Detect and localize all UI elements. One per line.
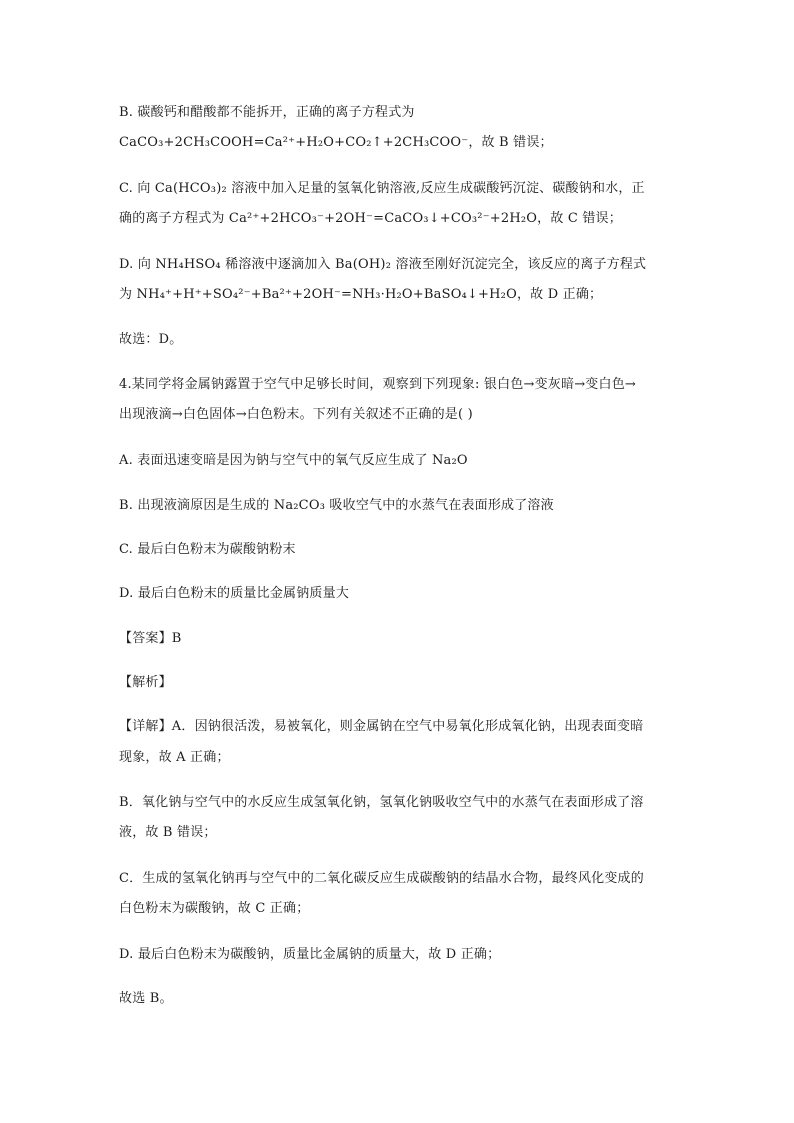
- option-c-equation: 确的离子方程式为 Ca²⁺+2HCO₃⁻+2OH⁻=CaCO₃↓+CO₃²⁻+2H₂O，故 C 错误；: [119, 211, 622, 226]
- question-4-option-c: C. 最后白色粉末为碳酸钠粉末: [119, 542, 296, 557]
- answer-label: 【答案】B: [119, 631, 182, 646]
- detail-d-line: D. 最后白色粉末为碳酸钠，质量比金属钠的质量大，故 D 正确；: [119, 947, 501, 962]
- final-answer: 故选 B。: [119, 991, 173, 1006]
- option-b-equation: CaCO₃+2CH₃COOH=Ca²⁺+H₂O+CO₂↑+2CH₃COO⁻，故 B 错误；: [119, 135, 553, 150]
- analysis-label: 【解析】: [119, 675, 172, 690]
- question-4-option-d: D. 最后白色粉末的质量比金属钠质量大: [119, 586, 350, 601]
- detail-a-line-1: 【详解】A．因钠很活泼，易被氧化，则金属钠在空气中易氧化形成氧化钠，出现表面变暗: [119, 719, 644, 734]
- option-c-explanation: C. 向 Ca(HCO₃)₂ 溶液中加入足量的氢氧化钠溶液,反应生成碳酸钙沉淀、碳酸钠和水，正: [119, 181, 645, 196]
- question-4-option-a: A. 表面迅速变暗是因为钠与空气中的氧气反应生成了 Na₂O: [119, 453, 468, 468]
- question-4-stem-line-1: 4.某同学将金属钠露置于空气中足够长时间，观察到下列现象: 银白色→变灰暗→变白色→: [119, 377, 636, 392]
- question-4-stem-line-2: 出现液滴→白色固体→白色粉末。下列有关叙述不正确的是( ): [119, 407, 473, 422]
- question-4-option-b: B. 出现液滴原因是生成的 Na₂CO₃ 吸收空气中的水蒸气在表面形成了溶液: [119, 498, 554, 513]
- detail-b-line-1: B．氧化钠与空气中的水反应生成氢氧化钠，氢氧化钠吸收空气中的水蒸气在表面形成了溶: [119, 795, 644, 810]
- detail-c-line-1: C．生成的氢氧化钠再与空气中的二氧化碳反应生成碳酸钠的结晶水合物，最终风化变成的: [119, 871, 644, 886]
- option-d-explanation: D. 向 NH₄HSO₄ 稀溶液中逐滴加入 Ba(OH)₂ 溶液至刚好沉淀完全，该反应的离子方程式: [119, 257, 647, 272]
- detail-b-line-2: 液，故 B 错误；: [119, 825, 217, 840]
- detail-a-line-2: 现象，故 A 正确；: [119, 750, 230, 765]
- option-d-equation: 为 NH₄⁺+H⁺+SO₄²⁻+Ba²⁺+2OH⁻=NH₃·H₂O+BaSO₄↓+H₂O，故 D 正确；: [119, 287, 603, 302]
- detail-c-line-2: 白色粉末为碳酸钠，故 C 正确；: [119, 901, 310, 916]
- option-b-explanation: B. 碳酸钙和醋酸都不能拆开，正确的离子方程式为: [119, 105, 415, 120]
- answer-conclusion: 故选：D。: [119, 332, 183, 347]
